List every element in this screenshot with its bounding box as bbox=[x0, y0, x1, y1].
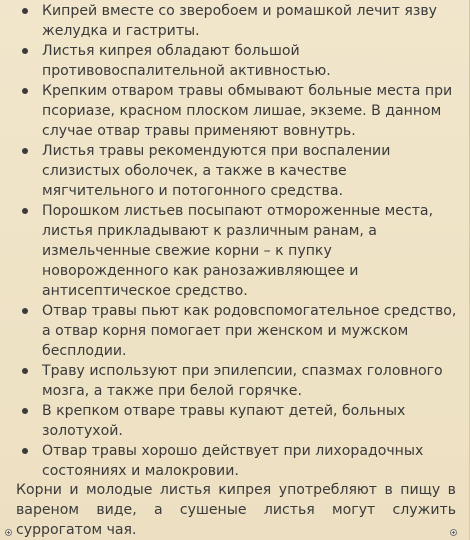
corner-resize-icon[interactable] bbox=[5, 529, 12, 536]
list-item-text: Крепким отваром травы обмывают больные места при псориазе, красном плоском лишае, экземе. В данном случае отвар травы применяют вовнутрь. bbox=[42, 83, 453, 139]
list-item-text: Порошком листьев посыпают отмороженные места, листья прикладывают к различным ранам, а измельченные свежие корни – к пупку новорожденного как ранозаживляющее и антисептическое средство. bbox=[42, 203, 434, 299]
bullet-icon bbox=[22, 308, 28, 314]
list-item bbox=[0, 81, 470, 141]
bullet-icon bbox=[22, 448, 28, 454]
list-item bbox=[0, 1, 470, 41]
list-item bbox=[0, 141, 470, 201]
list-item-text: Отвар травы пьют как родовспомогательное средство, а отвар корня помогает при женском и мужском бесплодии. bbox=[42, 303, 457, 359]
bullet-icon bbox=[22, 368, 28, 374]
list-item-text: Листья травы рекомендуются при воспалении слизистых оболочек, а также в качестве мягчительного и потогонного средства. bbox=[42, 143, 391, 199]
bullet-icon bbox=[22, 88, 28, 94]
bullet-list bbox=[0, 1, 470, 481]
list-item-text: Кипрей вместе со зверобоем и ромашкой лечит язву желудка и гастриты. bbox=[42, 3, 437, 39]
bullet-icon bbox=[22, 8, 28, 14]
bullet-icon bbox=[22, 408, 28, 414]
list-item-text: Траву используют при эпилепсии, спазмах головного мозга, а также при белой горячке. bbox=[42, 363, 443, 399]
list-item bbox=[0, 301, 470, 361]
list-item bbox=[0, 441, 470, 481]
bullet-icon bbox=[22, 48, 28, 54]
list-item-text: В крепком отваре травы купают детей, больных золотухой. bbox=[42, 403, 406, 439]
list-item-text: Отвар травы хорошо действует при лихорадочных состояниях и малокровии. bbox=[42, 443, 424, 479]
list-item-text: Листья кипрея обладают большой противовоспалительной активностью. bbox=[42, 43, 331, 79]
list-item bbox=[0, 201, 470, 301]
bullet-icon bbox=[22, 208, 28, 214]
bullet-icon bbox=[22, 148, 28, 154]
list-item bbox=[0, 361, 470, 401]
corner-resize-icon[interactable] bbox=[450, 529, 457, 536]
list-item bbox=[0, 41, 470, 81]
list-item bbox=[0, 401, 470, 441]
closing-paragraph: Корни и молодые листья кипрея употребляют в пищу в вареном виде, а сушеные листья могут служить суррогатом чая. bbox=[16, 482, 456, 538]
